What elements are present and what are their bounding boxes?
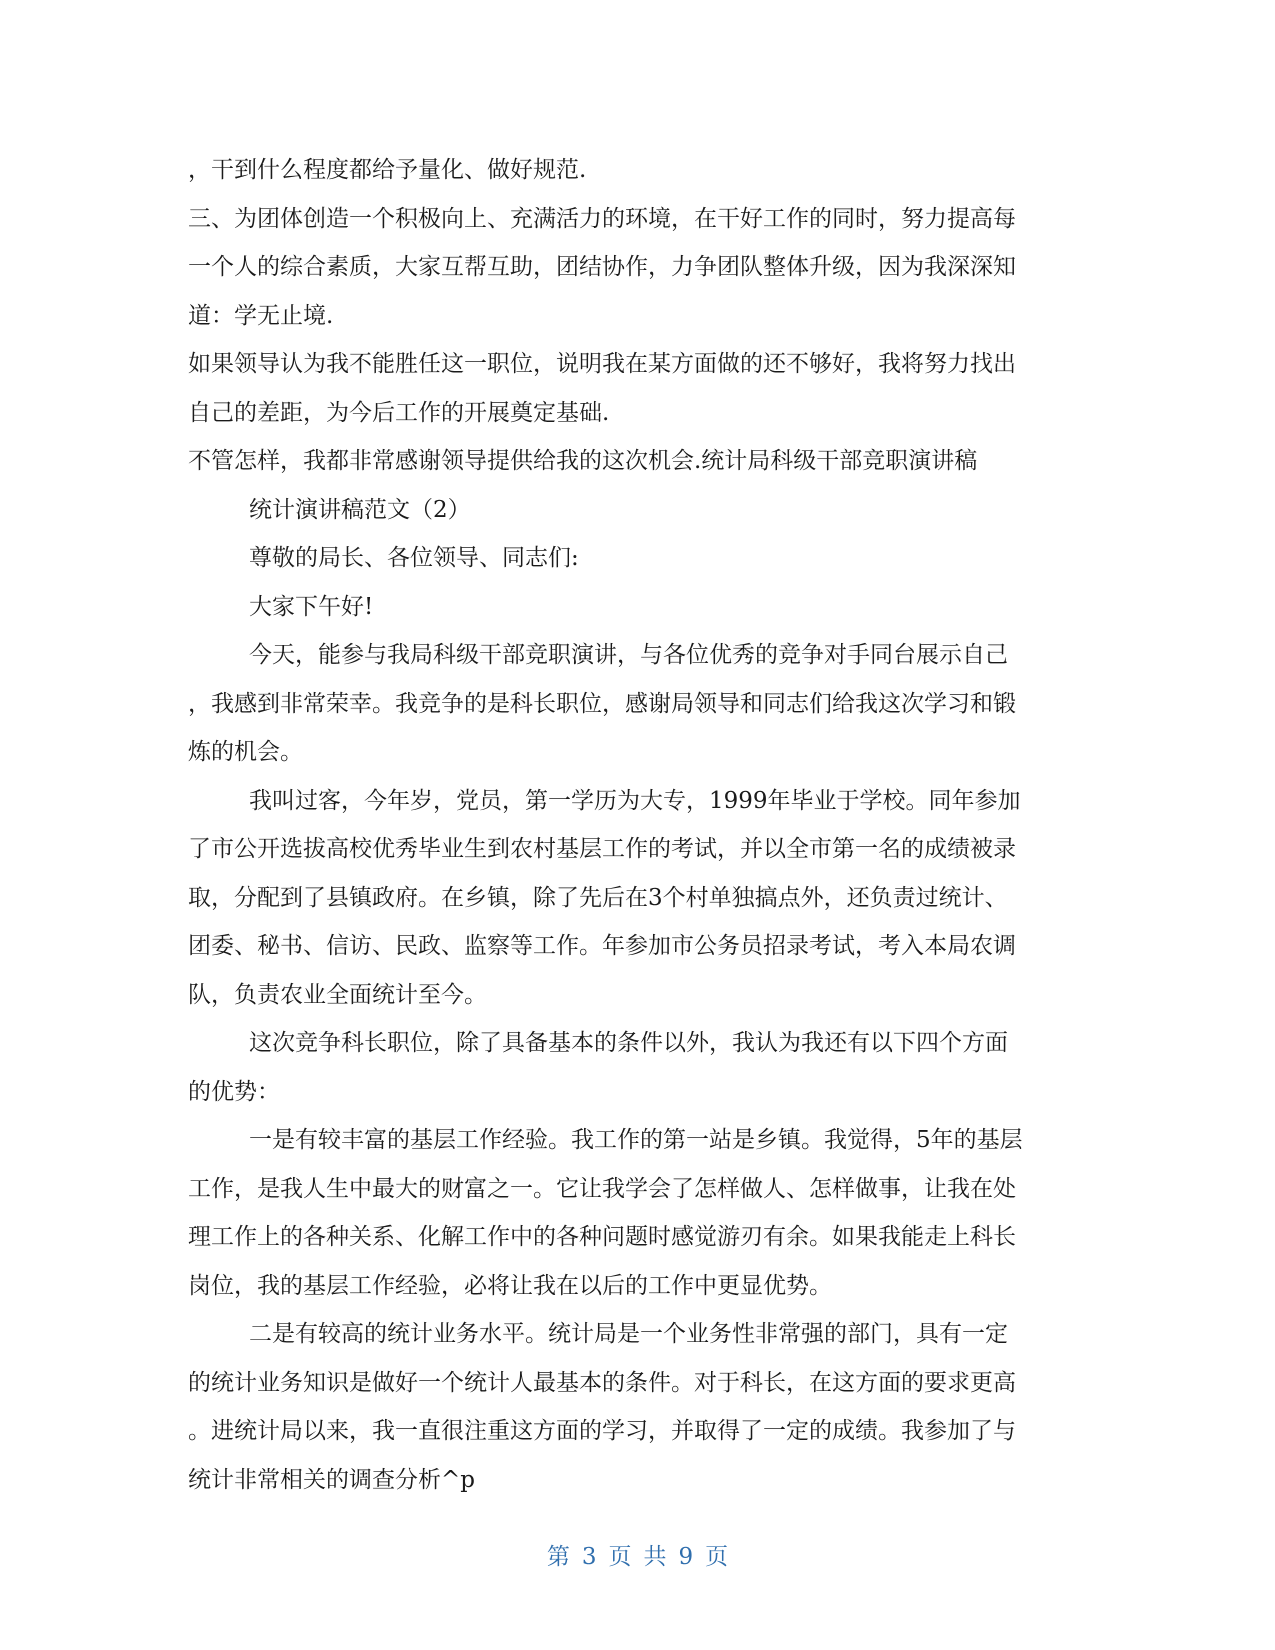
text-line: 一个人的综合素质，大家互帮互助，团结协作，力争团队整体升级，因为我深深知	[188, 254, 1016, 280]
text-line: 岗位，我的基层工作经验，必将让我在以后的工作中更显优势。	[188, 1272, 832, 1299]
text-line: 不管怎样，我都非常感谢领导提供给我的这次机会.统计局科级干部竞职演讲稿	[188, 448, 978, 474]
section-title: 统计演讲稿范文（2）	[249, 496, 471, 523]
footer-label-total-unit: 页	[705, 1544, 729, 1570]
text-line: 的统计业务知识是做好一个统计人最基本的条件。对于科长，在这方面的要求更高	[188, 1369, 1016, 1396]
document-body	[188, 146, 1088, 1504]
text-line: 工作，是我人生中最大的财富之一。它让我学会了怎样做人、怎样做事，让我在处	[188, 1175, 1016, 1202]
text-line: ，我感到非常荣幸。我竞争的是科长职位，感谢局领导和同志们给我这次学习和锻	[188, 690, 1016, 717]
text-line: 三、为团体创造一个积极向上、充满活力的环境，在干好工作的同时，努力提高每	[188, 205, 1016, 232]
text-line: 的优势：	[188, 1078, 280, 1105]
text-line: 今天，能参与我局科级干部竞职演讲，与各位优秀的竞争对手同台展示自己	[249, 642, 1008, 668]
footer-label-page: 第	[546, 1544, 570, 1570]
text-line: ，干到什么程度都给予量化、做好规范.	[188, 157, 587, 183]
text-line: 我叫过客，今年岁，党员，第一学历为大专，1999年毕业于学校。同年参加	[249, 787, 1021, 814]
text-line: 队，负责农业全面统计至今。	[188, 981, 487, 1008]
current-page-number: 3	[581, 1544, 597, 1570]
text-line: 这次竞争科长职位，除了具备基本的条件以外，我认为我还有以下四个方面	[249, 1030, 1008, 1056]
text-line: 如果领导认为我不能胜任这一职位，说明我在某方面做的还不够好，我将努力找出	[188, 351, 1016, 377]
text-line: 了市公开选拔高校优秀毕业生到农村基层工作的考试，并以全市第一名的成绩被录	[188, 836, 1016, 862]
text-line: 统计非常相关的调查分析^p	[188, 1466, 475, 1493]
total-pages-number: 9	[678, 1544, 694, 1570]
text-line: 理工作上的各种关系、化解工作中的各种问题时感觉游刃有余。如果我能走上科长	[188, 1224, 1016, 1250]
text-line: 团委、秘书、信访、民政、监察等工作。年参加市公务员招录考试，考入本局农调	[188, 933, 1016, 959]
text-line: 。进统计局以来，我一直很注重这方面的学习，并取得了一定的成绩。我参加了与	[188, 1418, 1016, 1444]
text-line: 自己的差距，为今后工作的开展奠定基础.	[188, 399, 610, 426]
salutation: 尊敬的局长、各位领导、同志们:	[249, 545, 579, 571]
text-line: 炼的机会。	[188, 739, 303, 765]
text-line: 一是有较丰富的基层工作经验。我工作的第一站是乡镇。我觉得，5年的基层	[249, 1127, 1023, 1153]
text-line: 道：学无止境.	[188, 302, 334, 329]
text-line: 取，分配到了县镇政府。在乡镇，除了先后在3个村单独搞点外，还负责过统计、	[188, 884, 1008, 911]
footer-label-total: 共	[643, 1544, 667, 1570]
text-line: 二是有较高的统计业务水平。统计局是一个业务性非常强的部门，具有一定	[249, 1321, 1008, 1347]
footer-label-page-unit: 页	[608, 1544, 632, 1570]
page-footer	[0, 1541, 1275, 1573]
greeting: 大家下午好!	[249, 593, 374, 620]
